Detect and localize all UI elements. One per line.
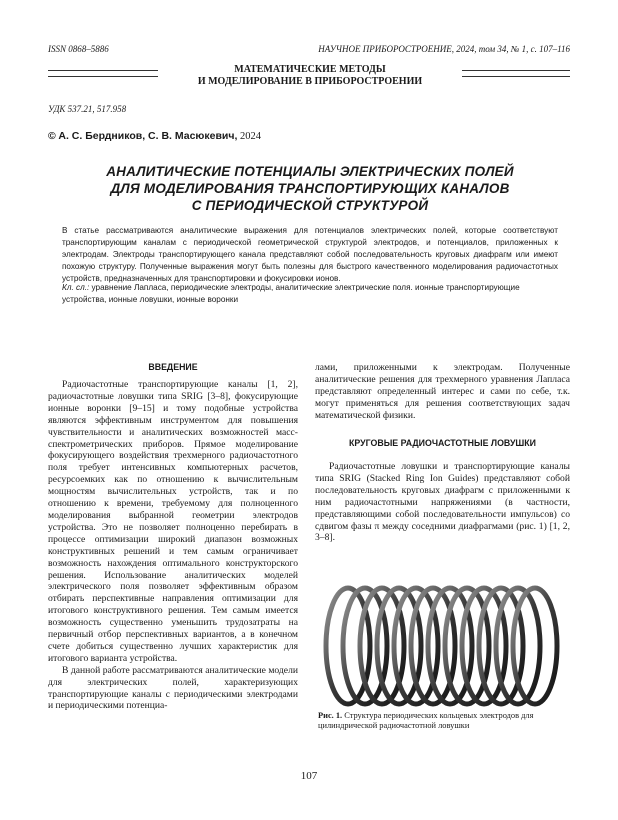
page-number: 107 [300, 770, 318, 782]
intro-heading: ВВЕДЕНИЕ [148, 362, 198, 372]
intro-paragraph-2-continued: лами, приложенными к электродам. Полученные аналитические решения для трехмерного уравнения Лапласа представляют определенный интерес и сами по себе, т.к. могут применяться для решения соответствующих задач математической физики. [315, 362, 570, 421]
section-heading [160, 64, 460, 88]
udc-code: УДК 537.21, 517.958 [48, 104, 127, 114]
stacked-rings-illustration [318, 582, 570, 710]
figure-stacked-rings [318, 582, 570, 710]
section-rule-right [462, 70, 570, 77]
abstract: В статье рассматриваются аналитические выражения для потенциалов электрических полей, которые соответствуют транспортирующим каналам с периодической геометрической структурой электродов, и потенциалов, приложенных к электродам. Электроды транспортирующего канала представляют собой последовательность круговых диафрагм или имеют похожую структуру. Полученные выражения могут быть полезны для быстрого качественного моделирования радиочастотных устройств, предназначенных для транспортировки и фокусировки ионов. [62, 226, 558, 283]
journal-issn: ISSN 0868–5886 [48, 44, 109, 54]
right-column-top [315, 362, 570, 422]
article-title [60, 163, 560, 214]
figure-caption-text: Структура периодических кольцевых электродов для цилиндрической радиочастотной ловушки [318, 711, 534, 730]
figure-caption [318, 711, 570, 731]
traps-paragraph-1: Радиочастотные ловушки и транспортирующие каналы типа SRIG (Stacked Ring Ion Guides) представляют собой последовательность круговых диафрагм с приложенными к ним радиочастотными напряжениями (в частности, представляющими собой последовательности импульсов) со сдвигом фазы π между соседними диафрагмами (рис. 1) [1, 2, 3–8]. [315, 461, 570, 544]
author-names: А. С. Бердников, С. В. Масюкевич, [58, 130, 238, 142]
title-line3: С ПЕРИОДИЧЕСКОЙ СТРУКТУРОЙ [191, 198, 429, 213]
left-column [48, 379, 298, 712]
traps-heading: КРУГОВЫЕ РАДИОЧАСТОТНЫЕ ЛОВУШКИ [349, 438, 536, 448]
title-line1: АНАЛИТИЧЕСКИЕ ПОТЕНЦИАЛЫ ЭЛЕКТРИЧЕСКИХ ПОЛЕЙ [106, 164, 514, 179]
section-heading-line2: И МОДЕЛИРОВАНИЕ В ПРИБОРОСТРОЕНИИ [197, 76, 423, 87]
section-rule-left [48, 70, 158, 77]
section-heading-line1: МАТЕМАТИЧЕСКИЕ МЕТОДЫ [234, 64, 386, 75]
journal-citation: НАУЧНОЕ ПРИБОРОСТРОЕНИЕ, 2024, том 34, № 1, с. 107–116 [318, 44, 570, 54]
copyright-symbol: © [48, 130, 56, 142]
title-line2: ДЛЯ МОДЕЛИРОВАНИЯ ТРАНСПОРТИРУЮЩИХ КАНАЛОВ [110, 181, 510, 196]
keywords-text: уравнение Лапласа, периодические электроды, аналитические электрические поля. ионные транспортирующие устройства, ионные ловушки, ионные воронки [62, 283, 520, 304]
authors-line [48, 130, 261, 142]
intro-paragraph-2: В данной работе рассматриваются аналитические модели для электрических полей, характеризующих транспортирующие каналы с периодическими электродами и периодическими потенциа- [48, 664, 298, 712]
keywords [62, 282, 558, 306]
right-column-body [315, 461, 570, 544]
figure-label: Рис. 1. [318, 711, 343, 720]
keywords-label: Кл. сл.: [62, 283, 90, 292]
intro-paragraph-1: Радиочастотные транспортирующие каналы [1, 2], радиочастотные ловушки типа SRIG [3–8], фокусирующие ионные воронки [9–15] и тому подобные устройства являются эффективным инструментом для повышения чувствительности и аналитических возможностей масс-спектрометрических приборов. Прямое моделирование фокусирующего воздействия трехмерного радиочастотного поля требует интенсивных компьютерных расчетов, ресурсоемких как по отношению к вычислительным мощностям вычислительных устройств, так и по отношению к времени, требуемому для полноценного моделирования выбранной геометрии электродов устройства. Это не позволяет полноценно перебирать в процессе оптимизации широкий диапазон возможных конструктивных решений и тем самым ограничивает возможность нахождения оптимального конструкторского решения. Использование аналитических моделей электрического поля позволяет эффективным образом отбирать перспективные направления оптимизации для итогового конструктивного решения. Тем самым имеется возможность существенно уменьшить трудозатраты на первичный отбор перспективных вариантов, а в конечном счете добиться существенно лучших характеристик для итогового варианта устройства. [48, 379, 298, 664]
publication-year: 2024 [240, 131, 262, 142]
